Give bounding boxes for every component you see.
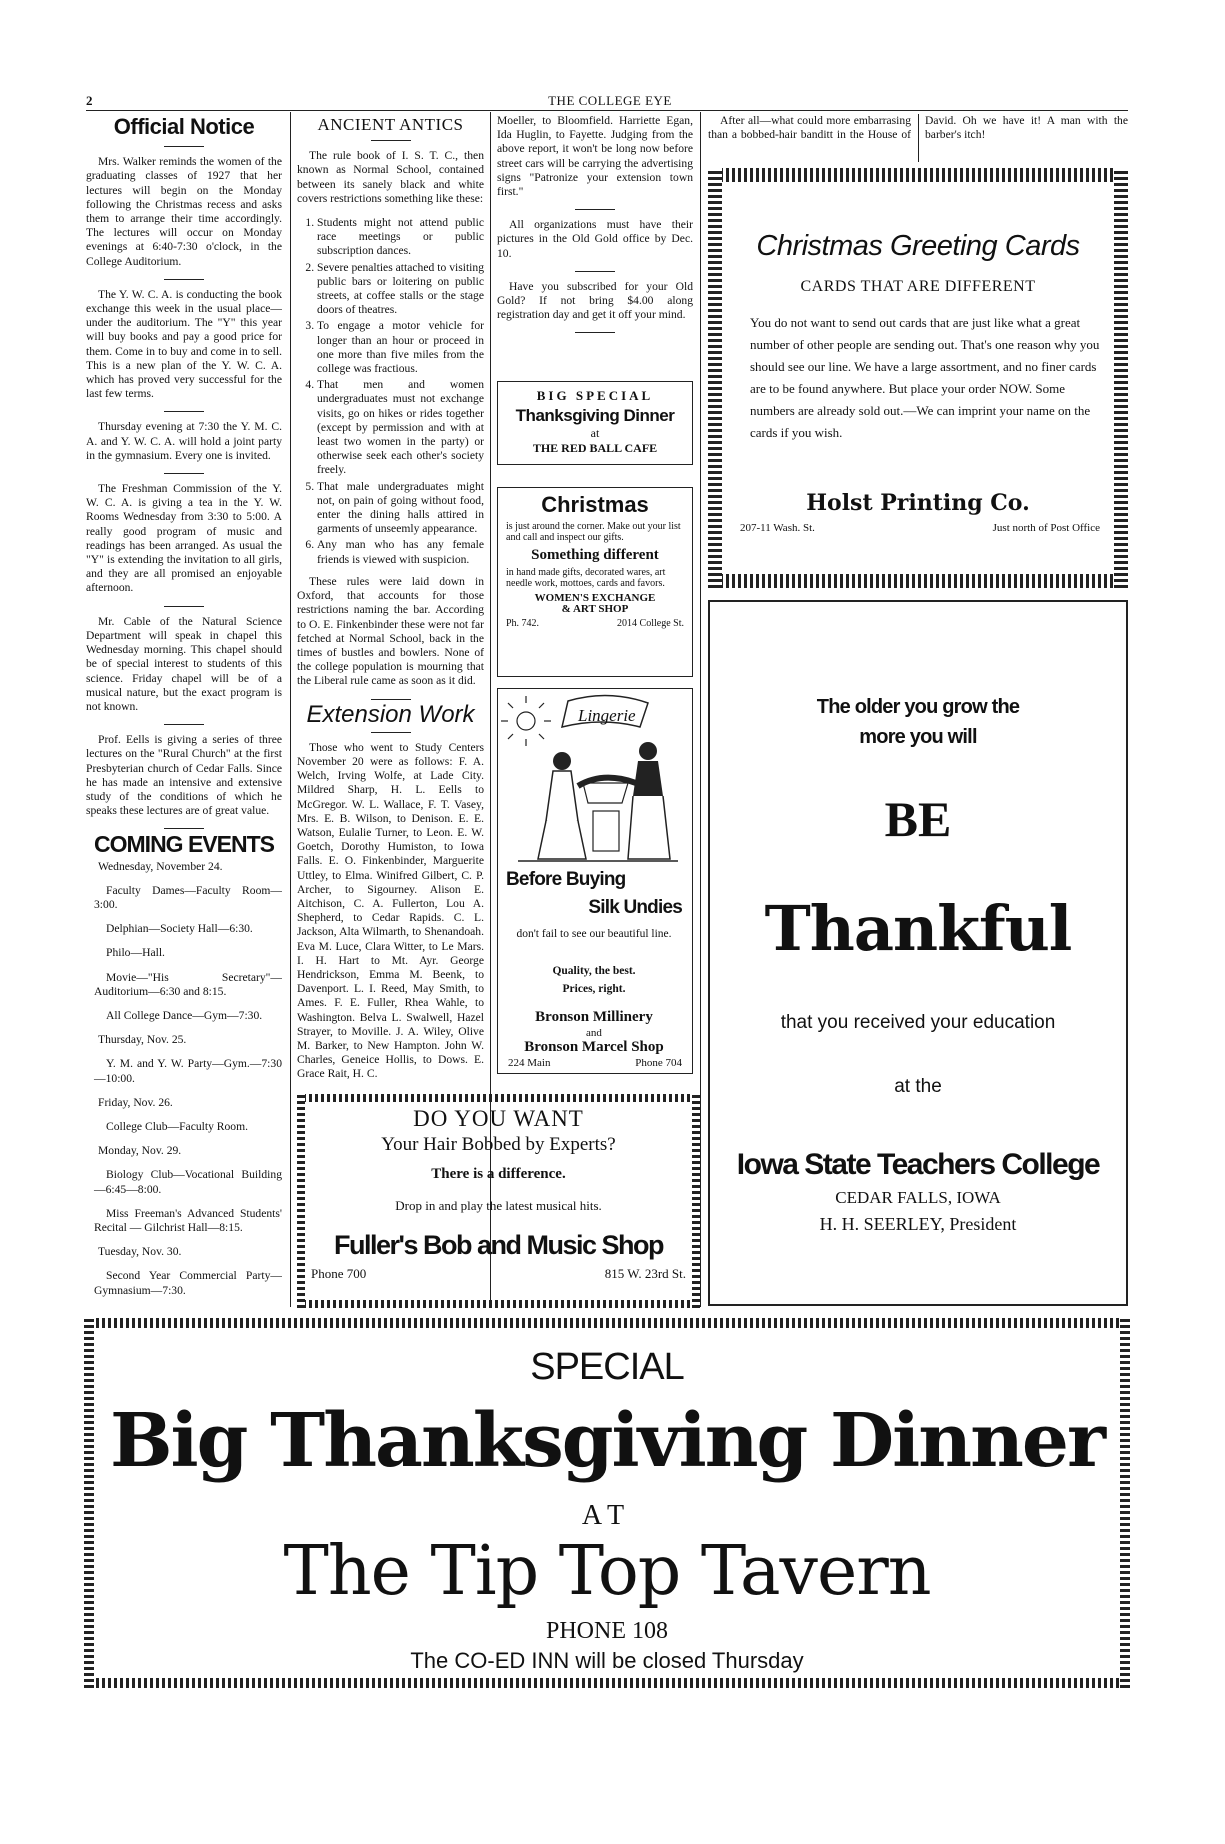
notice-paragraph: Prof. Eells is giving a series of three lectures on the "Rural Church" at the first Presbyterian church of Cedar Falls. Since he has made an intensive and extensive study of the conditions of which he speaks these lectures are of great value.	[86, 733, 282, 818]
ad-address: 815 W. 23rd St.	[604, 1266, 686, 1281]
rules-list	[297, 216, 484, 567]
separator	[575, 332, 615, 333]
tip-top-tavern-ad	[84, 1318, 1130, 1688]
column-rule	[290, 112, 291, 1307]
separator	[164, 828, 204, 829]
antics-intro: The rule book of I. S. T. C., then known as Normal School, contained between its sanely black and white covers restrictions something like these:	[297, 149, 484, 205]
antics-outro: These rules were laid down in Oxford, that accounts for those restrictions naming the bar. According to O. E. Finkenbinder these were not far fetched at Normal School, back in the times of bustles and bowlers. None of the college population is mourning that the Liberal rule came as soon as it did.	[297, 574, 484, 688]
ad-footer	[740, 522, 1100, 534]
ad-line: There is a difference.	[431, 1166, 566, 1182]
ad-note: The CO-ED INN will be closed Thursday	[410, 1648, 804, 1673]
separator	[371, 732, 411, 733]
ad-footer	[508, 1057, 682, 1069]
separator	[164, 724, 204, 725]
ad-line: at	[590, 426, 600, 440]
ad-line: at the	[894, 1076, 942, 1097]
ad-line: The older you grow the	[816, 696, 1020, 718]
extension-work-heading: Extension Work	[306, 700, 475, 728]
womens-exchange-ad	[497, 487, 693, 677]
separator	[164, 146, 204, 147]
header-rule	[86, 110, 1128, 111]
column-4-paragraph: After all—what could more embarrasing than a bobbed-hair banditt in the House of David. Oh we have it! A man with the barber's itch!	[708, 114, 1128, 142]
extension-text: Those who went to Study Centers November 20 were as follows: F. A. Welch, Irving Wolfe, at Lade City. Mildred Sharp, H. L. Eells to McGregor. W. L. Wallace, F. T. Vasey, Mrs. E. B. Wilson, to Denison. E. E. Watson, Eulalie Turner, to Leon. E. W. Goetch, Dorothy Humiston, to Iowa Falls. E. O. Finkenbinder, Marguerite Uttley, to Elma. Winifred Gilbert, C. P. Archer, to Sigourney. Alison E. Aitchison, C. A. Fullerton, Lou A. Shepherd, to Cedar Rapids. C. L. Jackson, Alta Wilmarth, to Shenandoah. Eva M. Luce, Clara Witter, to Le Mars. I. H. Hart to Mt. Ayr. George Hendrickson, Emma M. Beenk, to Davenport. L. I. Reed, May Smith, to Ames. F. E. Fuller, Rhea Wahle, to Washington. Belva L. Swalwell, Hazel Strayer, to Moville. J. A. Wiley, Olive M. Barker, to New Hampton. John W. Charles, Geneice Hollis, to Dows. E. Grace Rait, H. C.	[297, 740, 484, 1081]
ad-address: 2014 College St.	[617, 618, 684, 629]
column-3-paragraph: Have you subscribed for your Old Gold? If not bring $4.00 along registration day and get it off your mind.	[497, 279, 693, 322]
ad-at: AT	[581, 1500, 633, 1531]
ad-subtitle: Something different	[531, 547, 659, 563]
column-3	[497, 114, 693, 364]
ornamental-border	[84, 1318, 1130, 1328]
ornamental-border	[84, 1678, 1130, 1688]
rule-item: 1. Students might not attend public race meetings or public subscription dances.	[317, 216, 484, 259]
ornamental-border	[708, 574, 1128, 588]
event-line: Biology Club—Vocational Building—6:45—8:00.	[94, 1168, 282, 1196]
event-line: Delphian—Society Hall—6:30.	[106, 922, 253, 936]
notice-paragraph: The Freshman Commission of the Y. W. C. A. is giving a tea in the Y. W. Rooms Wednesday from 3:30 to 5:00. A really good program of music and readings has been arranged. As usual the "Y" is extending the invitation to all girls, and they are all promised an enjoyable afternoon.	[86, 482, 282, 595]
event-line: Faculty Dames—Faculty Room—3:00.	[94, 883, 282, 911]
ad-phone: PHONE 108	[545, 1618, 668, 1644]
ad-phone: Phone 704	[635, 1057, 682, 1069]
ornamental-border	[708, 168, 722, 588]
ornamental-border	[708, 168, 1128, 182]
ad-line: BIG SPECIAL	[536, 388, 654, 403]
lingerie-illustration	[498, 691, 690, 866]
ad-and: and	[586, 1027, 602, 1039]
ornamental-border	[1114, 168, 1128, 588]
notice-paragraph: The Y. W. C. A. is conducting the book exchange this week in the usual place—under the auditorium. The "Y" this year will buy books and pay a good price for them. Come in to buy and come in to sell. This is a new plan of the Y. W. C. A. which has proved very successful for the last few terms.	[86, 287, 282, 401]
ad-headline: Big Thanksgiving Dinner	[110, 1398, 1104, 1484]
ad-body: You do not want to send out cards that are just like what a great number of other people are sending out. That's one reason why you should see our line. We have a large assortment, and no finer cards are to be found anywhere. But place your order NOW. Some numbers are already sold out.—We can imprint your name on the cards if you wish.	[750, 315, 1100, 440]
ad-footer	[506, 618, 684, 629]
ad-phone: Phone 700	[311, 1266, 367, 1281]
ad-thankful: Thankful	[764, 892, 1072, 965]
ad-line: THE RED BALL CAFE	[532, 441, 658, 455]
event-line: College Club—Faculty Room.	[106, 1119, 249, 1133]
ad-city: CEDAR FALLS, IOWA	[835, 1188, 1001, 1207]
separator	[164, 473, 204, 474]
ad-college: Iowa State Teachers College	[736, 1148, 1100, 1181]
fuller-bob-shop-ad	[297, 1094, 700, 1308]
ad-be: BE	[884, 791, 952, 847]
event-line: All College Dance—Gym—7:30.	[106, 1008, 263, 1022]
red-ball-cafe-ad	[497, 381, 693, 465]
ad-title: Christmas Greeting Cards	[756, 230, 1080, 262]
event-line: Friday, Nov. 26.	[98, 1095, 173, 1109]
ad-name: Fuller's Bob and Music Shop	[334, 1230, 663, 1260]
event-line: Miss Freeman's Advanced Students' Recital — Gilchrist Hall—8:15.	[94, 1206, 282, 1234]
event-line: Y. M. and Y. W. Party—Gym.—7:30—10:00.	[94, 1057, 282, 1085]
ad-line: DO YOU WANT	[413, 1106, 584, 1131]
event-line: Movie—"His Secretary"—Auditorium—6:30 and 8:15.	[94, 970, 282, 998]
lingerie-script: Lingerie	[578, 706, 636, 725]
separator	[164, 411, 204, 412]
ad-name: Bronson Millinery	[535, 1009, 653, 1025]
notice-paragraph: Thursday evening at 7:30 the Y. M. C. A. and Y. W. C. A. will hold a joint party in the gymnasium. Every one is invited.	[86, 420, 282, 462]
official-notice-heading: Official Notice	[113, 114, 255, 139]
istc-ad	[708, 600, 1128, 1306]
separator	[371, 699, 411, 700]
ad-text: don't fail to see our beautiful line.	[516, 928, 672, 940]
ad-line: Thanksgiving Dinner	[515, 406, 675, 425]
holst-printing-ad	[708, 168, 1128, 588]
ad-quality: Quality, the best.	[552, 965, 636, 977]
ad-name: Bronson Marcel Shop	[524, 1039, 664, 1055]
bronson-millinery-ad	[497, 688, 693, 1074]
column-3-paragraph: Moeller, to Bloomfield. Harriette Egan, Ida Huglin, to Fayette. Judging from the above report, it won't be long now before street cars will be carrying the advertising signs "Patronize your extension town first."	[497, 114, 693, 199]
event-line: Wednesday, November 24.	[98, 859, 223, 873]
notice-paragraph: Mrs. Walker reminds the women of the graduating classes of 1927 that her lectures will begin on the Monday following the Christmas recess and asks them to arrange their time accordingly. The lectures will occur on Monday evenings at 6:40-7:30 o'clock, in the College Auditorium.	[86, 155, 282, 268]
ad-text: is just around the corner. Make out your list and call and inspect our gifts.	[506, 521, 681, 543]
column-1	[86, 114, 282, 1306]
ad-company: Holst Printing Co.	[806, 490, 1030, 516]
separator	[371, 140, 411, 141]
separator	[575, 209, 615, 210]
event-line: Tuesday, Nov. 30.	[98, 1245, 182, 1259]
rule-item: 6. Any man who has any female friends is viewed with suspicion.	[317, 538, 484, 566]
ad-name: & ART SHOP	[561, 603, 629, 615]
paper-title: THE COLLEGE EYE	[548, 93, 672, 108]
separator	[164, 606, 204, 607]
page-number: 2	[86, 93, 93, 108]
ad-address: 224 Main	[508, 1057, 551, 1069]
ad-address: 207-11 Wash. St.	[740, 522, 815, 534]
ad-title: Christmas	[541, 492, 649, 517]
ornamental-border	[297, 1094, 700, 1102]
ad-line: Your Hair Bobbed by Experts?	[381, 1134, 616, 1155]
ad-head: Before Buying	[506, 869, 626, 890]
separator	[164, 279, 204, 280]
rule-item: 4. That men and women undergraduates must not exchange visits, go on hikes or rides together (except by permission and with at least two women in the party) or otherwise seek each other's society freely.	[317, 378, 484, 477]
ad-text: in hand made gifts, decorated wares, art needle work, mottoes, cards and favors.	[506, 567, 666, 589]
rule-item: 5. That male undergraduates might not, on pain of going without food, enter the dining halls attired in garments of unseemly appearance.	[317, 480, 484, 537]
ad-line: that you received your education	[780, 1012, 1056, 1033]
ad-head: Silk Undies	[588, 897, 682, 918]
ad-line: more you will	[859, 726, 977, 748]
separator	[575, 271, 615, 272]
ad-subtitle: CARDS THAT ARE DIFFERENT	[800, 278, 1036, 295]
ad-location: Just north of Post Office	[992, 522, 1100, 534]
ad-prices: Prices, right.	[562, 983, 626, 995]
sun-icon	[501, 696, 551, 746]
ad-phone: Ph. 742.	[506, 618, 540, 629]
ad-footer	[311, 1266, 686, 1282]
event-line: Philo—Hall.	[106, 946, 165, 960]
ad-special: SPECIAL	[530, 1346, 684, 1388]
column-rule	[700, 112, 701, 1307]
column-4	[708, 114, 1128, 162]
column-3-paragraph: All organizations must have their pictures in the Old Gold office by Dec. 10.	[497, 218, 693, 260]
column-2	[297, 114, 484, 1089]
ornamental-border	[297, 1300, 700, 1308]
event-line: Second Year Commercial Party—Gymnasium—7:30.	[94, 1269, 282, 1297]
event-line: Monday, Nov. 29.	[98, 1144, 182, 1158]
ad-venue: The Tip Top Tavern	[283, 1532, 931, 1611]
ad-president: H. H. SEERLEY, President	[819, 1214, 1017, 1234]
rule-item: 2. Severe penalties attached to visiting public bars or loitering on public streets, at coffee stalls or the stage doors of theatres.	[317, 261, 484, 318]
ad-line: Drop in and play the latest musical hits.	[395, 1198, 602, 1213]
notice-paragraph: Mr. Cable of the Natural Science Department will speak in chapel this Wednesday morning. This chapel should be of special interest to students of this science. Friday chapel will be of a musical nature, but the exact program is not known.	[86, 614, 282, 713]
ad-name: WOMEN'S EXCHANGE	[534, 592, 656, 604]
event-line: Thursday, Nov. 25.	[98, 1033, 187, 1047]
rule-item: 3. To engage a motor vehicle for longer than an hour or proceed in one more than five miles from the college was fractious.	[317, 319, 484, 376]
ancient-antics-heading: ANCIENT ANTICS	[317, 115, 464, 134]
coming-events-heading: COMING EVENTS	[94, 831, 274, 858]
